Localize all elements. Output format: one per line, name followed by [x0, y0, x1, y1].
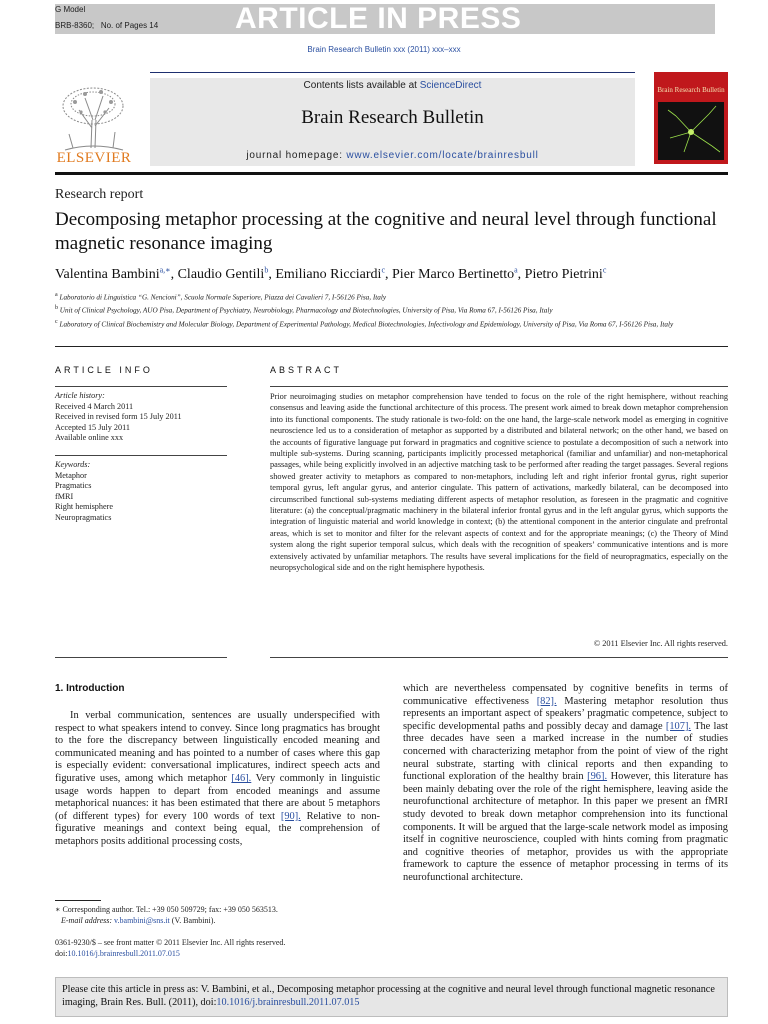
affiliation-text: Unit of Clinical Psychology, AUO Pisa, Department of Psychiatry, Neurobiology, Pharmacology and Biotechnologies, University of Pisa, Via Roma 67, I-56126 Pisa, Italy [59, 306, 553, 315]
body-text: Relative to non-figurative meanings and context being equal, the comprehension of metaphors posits additional processing costs, [55, 810, 380, 847]
cover-title: Brain Research Bulletin [657, 86, 725, 94]
keyword: Metaphor [55, 470, 87, 480]
keyword: fMRI [55, 491, 74, 501]
history-item: Received 4 March 2011 [55, 401, 134, 411]
affiliation-mark: c [55, 318, 58, 325]
reference-link[interactable]: [107]. [665, 720, 692, 732]
author-list [55, 265, 735, 283]
article-info-heading: ARTICLE INFO [55, 365, 153, 375]
keyword: Neuropragmatics [55, 512, 112, 522]
author-name: Emiliano Ricciardi [275, 266, 382, 282]
footnote-rule [55, 900, 101, 901]
reference-link[interactable]: [82]. [536, 695, 557, 707]
affiliation-item [55, 290, 730, 303]
keywords [55, 460, 227, 523]
citation-body: Please cite this article in press as: V. Bambini, et al., Decomposing metaphor processing at the cognitive and neural level through functional magnetic resonance imaging, Brain Res. Bull. (2011), doi: [62, 984, 715, 1008]
sciencedirect-link[interactable]: ScienceDirect [419, 80, 482, 91]
author-name: Claudio Gentili [177, 266, 265, 282]
manuscript-code: BRB-8360; [55, 21, 95, 30]
author-affiliation-mark[interactable]: b [264, 265, 269, 274]
author-separator: , [268, 266, 276, 282]
article-in-press-title: ARTICLE IN PRESS [235, 2, 522, 35]
affiliation-text: Laboratorio di Linguistica “G. Nencioni”, Scuola Normale Superiore, Piazza dei Cavalieri 7, I-56126 Pisa, Italy [59, 293, 387, 302]
issn-block [55, 937, 385, 959]
abstract-heading: ABSTRACT [270, 365, 343, 375]
affiliation-item [55, 303, 730, 316]
affiliation-item [55, 317, 730, 330]
history-item: Available online xxx [55, 433, 124, 442]
body-column-right [403, 683, 728, 885]
body-text: However, this literature has been mainly debating over the role of the right hemisphere, leaving aside the neurofunctional architecture of metaphor. In this paper we present an fMRI study devoted to break down metaphor comprehension into its functional components. It will be argued that the large-scale network model as imposing itself in cognitive neuroscience, coupled with hints coming from pragmatic and cognitive theories of metaphor, provides us with the appropriate framework to capture the essence of metaphor processing in terms of its neurofunctional architecture. [403, 771, 728, 883]
keyword: Right hemisphere [55, 502, 113, 511]
citation-doi-link[interactable]: 10.1016/j.brainresbull.2011.07.015 [216, 997, 360, 1008]
author[interactable] [275, 267, 392, 282]
author-affiliation-mark[interactable]: c [381, 265, 386, 274]
email-label: E-mail address: [61, 916, 113, 925]
author-separator: , [385, 266, 393, 282]
body-text: which are nevertheless compensated by cognitive benefits in terms of communicative effectiveness [403, 683, 728, 707]
keyword: Pragmatics [55, 481, 92, 490]
author-separator: , [517, 266, 525, 282]
journal-reference-link[interactable]: Brain Research Bulletin xxx (2011) xxx–xxx [307, 45, 461, 54]
email-link[interactable]: v.bambini@sns.it [114, 916, 170, 925]
article-title: Decomposing metaphor processing at the cognitive and neural level through functional magnetic resonance imaging [55, 209, 717, 254]
affiliations [55, 290, 730, 330]
email-suffix: (V. Bambini). [169, 916, 216, 925]
body-text: In verbal communication, sentences are usually underspecified with respect to what speakers intend to convey. Since long pragmatics has brought to the fore the discrepancy between linguistically encoded meaning and communicated meaning and has pointed to a number of cases where this gap is especially evident: conversational implicatures, indirect speech acts and figurative uses, among which metaphor [55, 710, 380, 784]
contents-prefix: Contents lists available at [303, 80, 417, 91]
copyright-notice: © 2011 Elsevier Inc. All rights reserved. [593, 639, 728, 648]
abstract-divider [270, 386, 728, 387]
article-type: Research report [55, 187, 144, 202]
email-line [55, 915, 385, 926]
page-count: No. of Pages 14 [100, 21, 159, 30]
author-affiliation-mark[interactable]: c [602, 265, 607, 274]
info-divider [55, 455, 227, 456]
doi-link[interactable]: 10.1016/j.brainresbull.2011.07.015 [67, 949, 180, 958]
affiliation-mark: a [55, 292, 58, 298]
info-divider [55, 657, 227, 658]
history-label: Article history: [55, 391, 105, 400]
author-affiliation-mark[interactable]: a [514, 265, 518, 274]
doi-label: doi: [55, 949, 68, 958]
elsevier-wordmark: ELSEVIER [56, 150, 132, 166]
introduction-heading: 1. Introduction [55, 683, 125, 694]
author-name: Pietro Pietrini [524, 266, 603, 282]
doi-line [55, 948, 385, 959]
affiliation-text: Laboratory of Clinical Biochemistry and Molecular Biology, Department of Experimental Pathology, Medical Biotechnologies, Infectivology and Epidemiology, University of Pisa, Via Roma 67, I-56126 Pisa, Italy [59, 320, 674, 329]
contents-line [150, 80, 635, 91]
info-divider [55, 386, 227, 387]
author-name: Pier Marco Bertinetto [392, 266, 515, 282]
author-name: Valentina Bambini [55, 266, 160, 282]
reference-link[interactable]: [96]. [587, 771, 608, 783]
body-text: Very commonly in linguistic usage words happen to depart from encoded meanings and assume metaphorical nuances: it has been estimated that there are about 5 metaphors (of different types) for every 100 words of text [55, 772, 380, 822]
history-item: Received in revised form 15 July 2011 [55, 412, 182, 421]
g-model-label: G Model [55, 5, 86, 14]
author-separator: , [170, 266, 178, 282]
corresponding-author: ∗ Corresponding author. Tel.: +39 050 509729; fax: +39 050 563513. [55, 905, 278, 914]
history-item: Accepted 15 July 2011 [55, 422, 130, 432]
body-text: Mastering metaphor resolution thus represents an important aspect of speakers’ pragmatic competence, subject to specific developmental paths and possibly decay and damage [403, 695, 728, 732]
homepage-line [150, 150, 635, 161]
section-divider [55, 346, 728, 347]
abstract-text: Prior neuroimaging studies on metaphor comprehension have tended to focus on the role of the right hemisphere, without reaching consensus and leaving aside the functional architecture of this process. The present work aimed to break down metaphor comprehension into its functional components. The study rationale is two-fold: on the one hand, the large-scale network model as emerging in cognitive neuroscience led us to a consideration of metaphor as supported by a distributed and bilateral network; on the other hand, we based on the accounts of figurative language put forward in pragmatics and cognitive science to postulate a decomposition of such a network into multiple sub-systems. During scanning, participants implicitly processed metaphorical (familiar and unfamiliar) and non-metaphorical passages, while being explicitly involved in an adjective matching task to be performed after reading the target passages. Several regions showed greater activity to metaphors as compared to non-metaphors, including left and right inferior frontal gyrus, right superior temporal gyrus, left angular gyrus, and anterior cingulate. This pattern of activations, markedly bilateral, can be decomposed into circumscribed functional sub-systems mediating different aspects of metaphor resolution, as foreseen in the pragmatic and cognitive literature: (a) the conceptual/pragmatic machinery in the bilateral inferior frontal gyrus and in the left angular gyrus, which supports the integration of linguistic material and world knowledge in context; (b) the attentional component in the anterior cingulate and prefrontal areas, which is set to monitor and filter for the relevant aspects of context and for the appropriate meanings; (c) the Theory of Mind system along the right superior temporal sulcus, which deals with the recognition of speakers’ communicative intentions and is more extensively activated by unfamiliar metaphors. The results have several implications for the field of neuropragmatics, especially on the neuropsychological side and on the right hemisphere hypothesis. [270, 392, 728, 573]
reference-link[interactable]: [46]. [231, 772, 252, 784]
journal-title: Brain Research Bulletin [301, 107, 484, 128]
manuscript-id [55, 21, 158, 30]
issn-line: 0361-9230/$ – see front matter © 2011 Elsevier Inc. All rights reserved. [55, 938, 286, 947]
abstract-divider [270, 657, 728, 658]
author[interactable] [55, 267, 178, 282]
author[interactable] [178, 267, 276, 282]
article-history [55, 391, 227, 444]
author[interactable] [525, 267, 607, 282]
body-column-left [55, 710, 380, 849]
affiliation-mark: b [55, 305, 58, 312]
body-text: The last three decades have seen a marked increase in the number of studies concerned with characterizing metaphor from the point of view of the right neural substrate, starting with clinical reports and then expanding to functional exploration of the healthy brain [403, 720, 728, 783]
keywords-label: Keywords: [55, 460, 91, 469]
journal-homepage-link[interactable]: www.elsevier.com/locate/brainresbull [346, 150, 539, 161]
header-bottom-rule [55, 172, 728, 175]
author[interactable] [392, 267, 525, 282]
header-top-rule [150, 72, 635, 73]
citation-text [62, 983, 722, 1009]
corresponding-author-footnote [55, 904, 385, 926]
reference-link[interactable]: [90]. [280, 810, 301, 822]
author-affiliation-mark[interactable]: a,∗ [159, 265, 171, 274]
homepage-prefix: journal homepage: [246, 150, 343, 161]
